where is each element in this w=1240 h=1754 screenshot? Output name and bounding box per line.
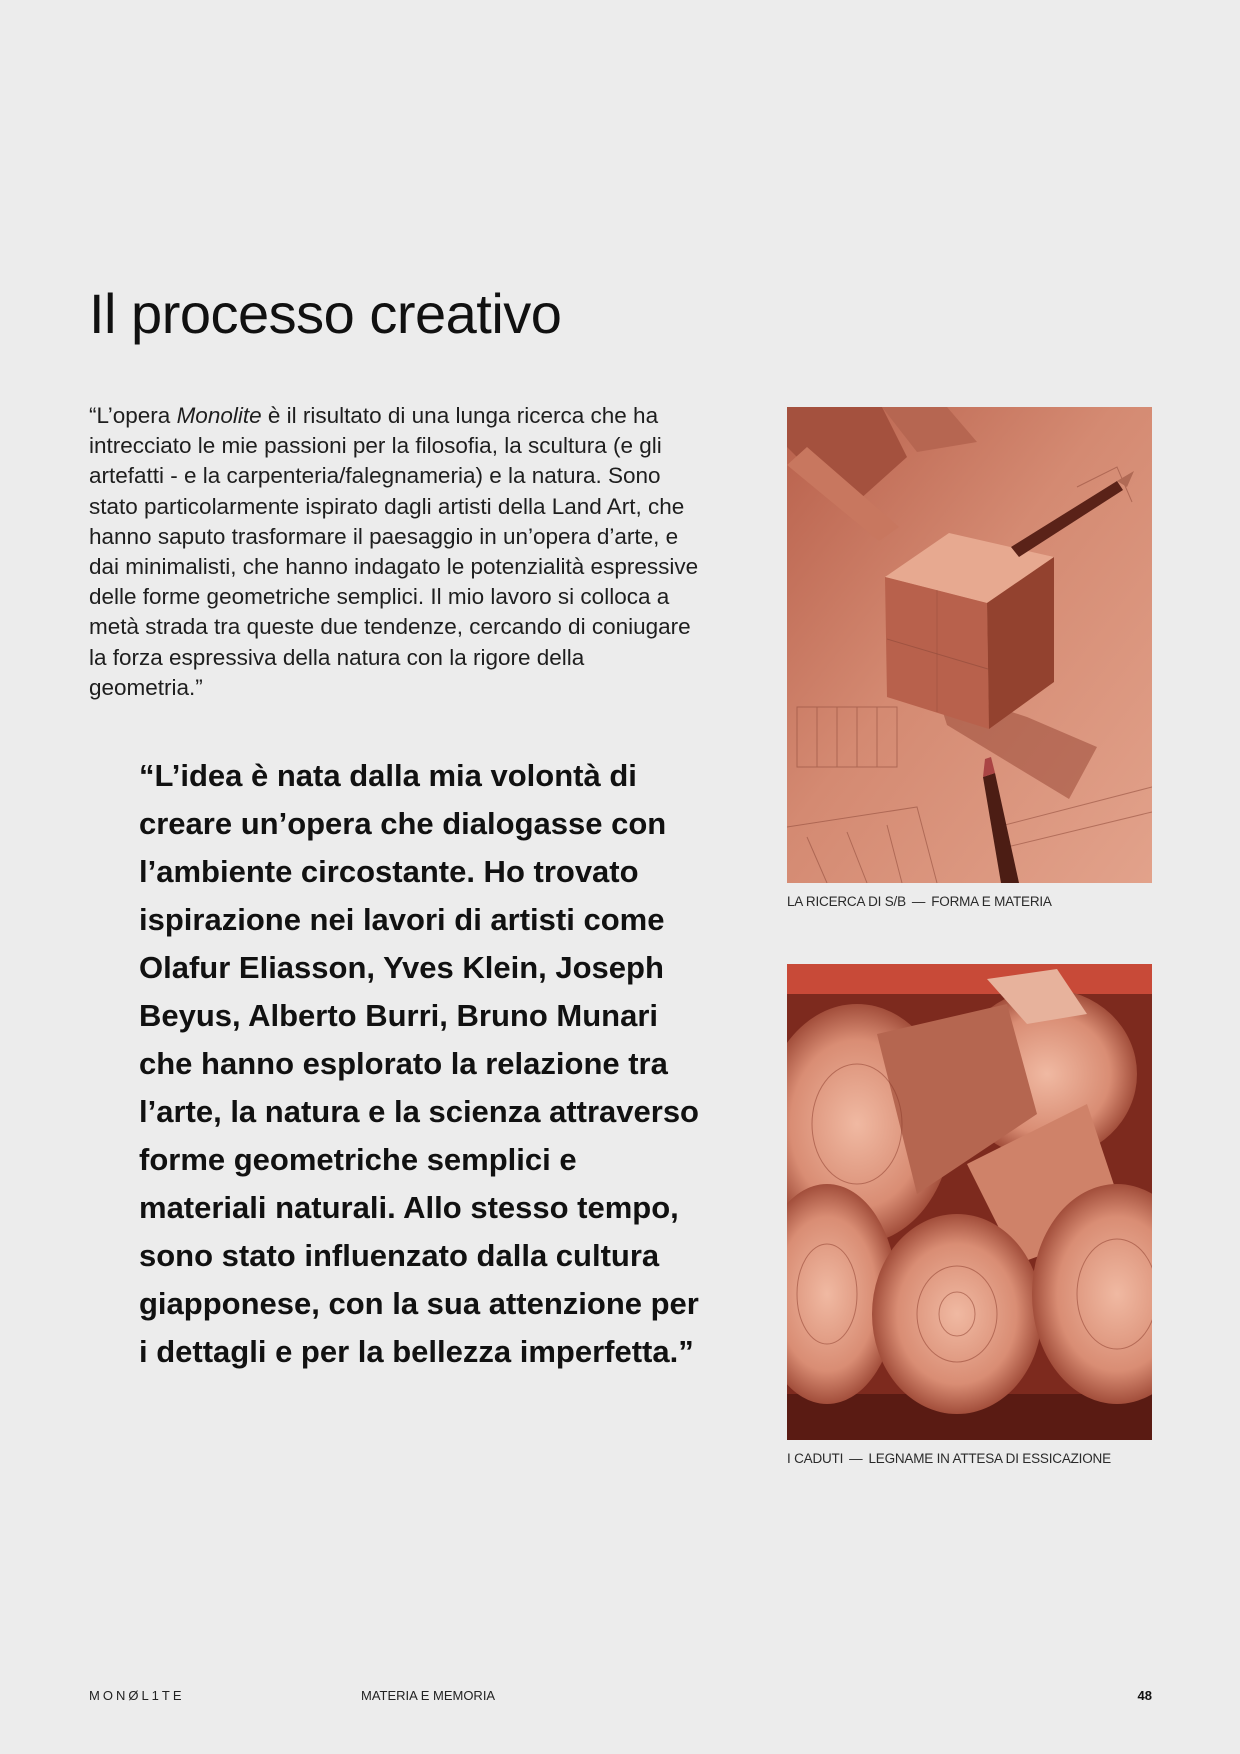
pull-quote: “L’idea è nata dalla mia volontà di creare un’opera che dialogasse con l’ambiente circostante. Ho trovato ispirazione nei lavori di artisti come Olafur Eliasson, Yves Klein, Joseph Beyus, Alberto Burri, Bruno Munari che hanno esplorato la relazione tra l’arte, la natura e la scienza attraverso forme geometriche semplici e materiali naturali. Allo stesso tempo, sono stato influenzato dalla cultura giapponese, con la sua attenzione per i dettagli e per la bellezza imperfetta.”	[139, 758, 699, 1369]
figure-research	[787, 407, 1152, 909]
page-title: Il processo creativo	[89, 282, 562, 345]
wood-cube-photo	[787, 407, 1152, 883]
page-number: 48	[1137, 1688, 1152, 1703]
intro-rest: è il risultato di una lunga ricerca che ha intrecciato le mie passioni per la filosofia, la scultura (e gli artefatti - e la carpenteria/falegnameria) e la natura. Sono stato particolarmente ispirato dagli artisti della Land Art, che hanno saputo trasformare il paesaggio in un’opera d’arte, e dai minimalisti, che hanno indagato le potenzialità espressive delle forme geometriche semplici. Il mio lavoro si colloca a metà strada tra queste due tendenze, cercando di coniugare la forza espressiva della natura con la rigore della geometria.”	[89, 403, 699, 700]
intro-open: “L’opera	[89, 403, 177, 428]
footer-section-title: MATERIA E MEMORIA	[361, 1688, 496, 1703]
figure-logs	[787, 964, 1152, 1466]
intro-paragraph	[89, 401, 699, 703]
figure-caption-logs: I CADUTI — LEGNAME IN ATTESA DI ESSICAZIONE	[787, 1451, 1111, 1466]
work-title: Monolite	[176, 403, 262, 428]
footer-brand-logo: MONØL1TE	[89, 1688, 185, 1703]
logs-photo	[787, 964, 1152, 1440]
figure-caption-research: LA RICERCA DI S/B — FORMA E MATERIA	[787, 894, 1052, 909]
